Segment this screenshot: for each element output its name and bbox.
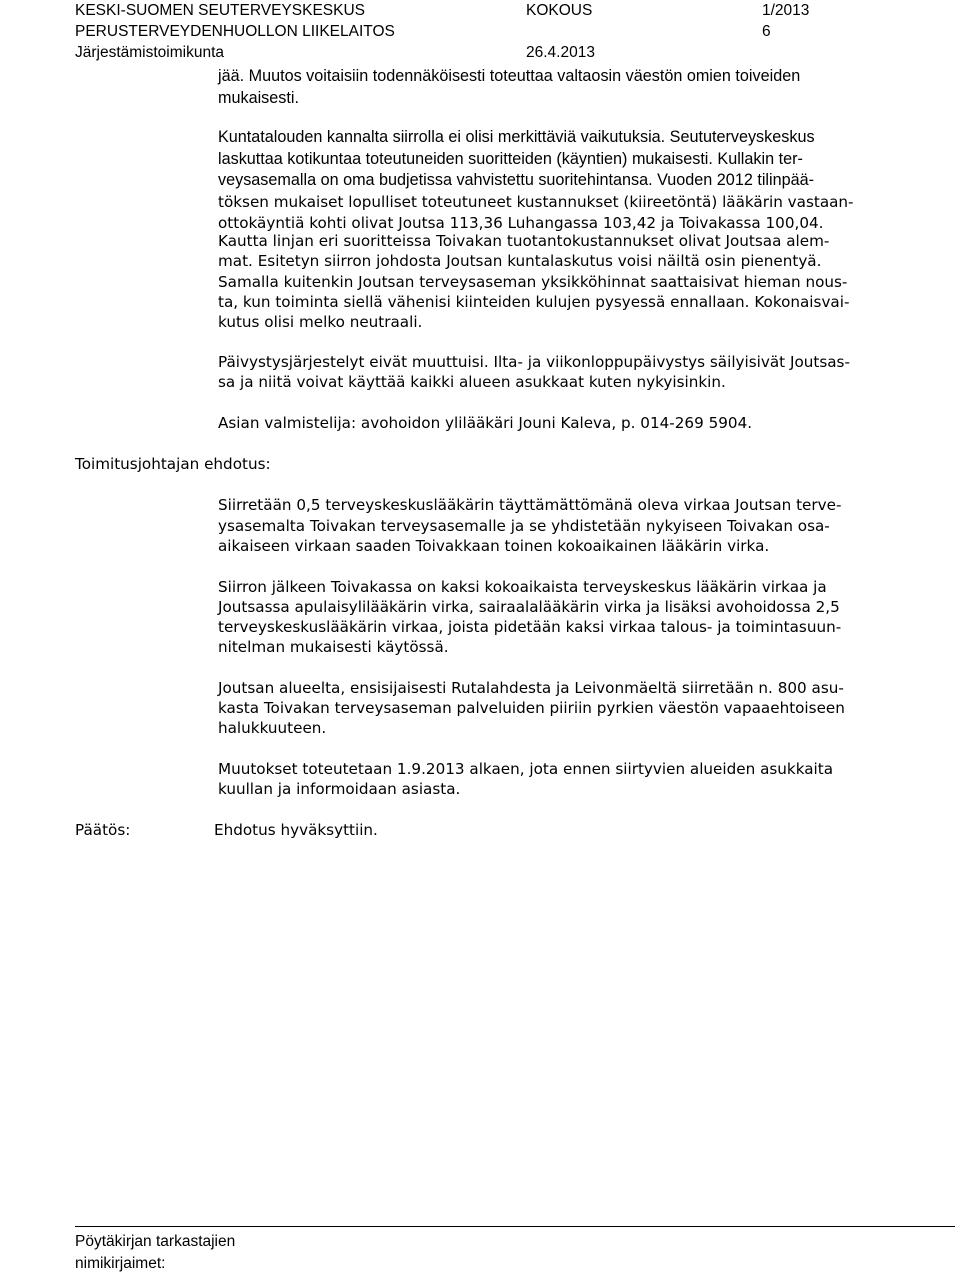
proposal-line: Joutsan alueelta, ensisijaisesti Rutalahdesta ja Leivonmäeltä siirretään n. 800 asu- [218,679,844,697]
footer-initials-label: nimikirjaimet: [75,1255,166,1272]
emergency-line: Päivystysjärjestelyt eivät muuttuisi. Ilta- ja viikonloppupäivystys säilyisivät Joutsas- [218,353,850,371]
economy-line: mat. Esitetyn siirron johdosta Joutsan kuntalaskutus voisi näiltä osin pienentyä. [218,252,822,270]
proposal-line: nitelman mukaisesti käytössä. [218,638,449,656]
page-number: 6 [762,23,771,40]
economy-line: veysasemalla on oma budjetissa vahvistettu suoritehintansa. Vuoden 2012 tilinpää- [218,171,815,189]
department-name: PERUSTERVEYDENHUOLLON LIIKELAITOS [75,23,395,40]
decision-label: Päätös: [75,821,131,839]
proposal-line: terveyskeskuslääkärin virkaa, joista pidetään kaksi virkaa talous- ja toimintasuun- [218,618,842,636]
proposal-line: aikaiseen virkaan saaden Toivakkaan toinen kokoaikainen lääkärin virka. [218,537,770,555]
economy-line: Kautta linjan eri suoritteissa Toivakan tuotantokustannukset olivat Joutsaa alem- [218,232,830,250]
proposal-line: Siirretään 0,5 terveyskeskuslääkärin täyttämättömänä oleva virkaa Joutsan terve- [218,496,842,514]
emergency-line: sa ja niitä voivat käyttää kaikki alueen asukkaat kuten nykyisinkin. [218,373,726,391]
proposal-line: kasta Toivakan terveysaseman palveluiden piiriin pyrkien väestön vapaaehtoiseen [218,699,845,717]
proposal-line: Muutokset toteutetaan 1.9.2013 alkaen, jota ennen siirtyvien alueiden asukkaita [218,760,834,778]
proposal-line: Joutsassa apulaisylilääkärin virka, sairaalalääkärin virka ja lisäksi avohoidossa 2,5 [218,598,840,616]
intro-line: jää. Muutos voitaisiin todennäköisesti toteuttaa valtaosin väestön omien toiveiden [218,67,801,85]
economy-line: ottokäyntiä kohti olivat Joutsa 113,36 Luhangassa 103,42 ja Toivakassa 100,04. [218,214,824,232]
committee-name: Järjestämistoimikunta [75,44,225,61]
economy-line: kutus olisi melko neutraali. [218,313,423,331]
meeting-label: KOKOUS [526,2,593,19]
proposal-line: ysasemalta Toivakan terveysasemalle ja se yhdistetään nykyiseen Toivakan osa- [218,517,830,535]
economy-line: laskuttaa kotikuntaa toteutuneiden suoritteiden (käyntien) mukaisesti. Kullakin ter- [218,150,803,168]
footer-divider [75,1226,955,1227]
organization-name: KESKI-SUOMEN SEUTERVEYSKESKUS [75,2,365,19]
economy-line: Kuntatalouden kannalta siirrolla ei olisi merkittäviä vaikutuksia. Seututerveyskeskus [218,128,815,146]
decision-text: Ehdotus hyväksyttiin. [214,821,378,839]
proposal-line: Siirron jälkeen Toivakassa on kaksi kokoaikaista terveyskeskus lääkärin virkaa ja [218,578,827,596]
preparer-line: Asian valmistelija: avohoidon ylilääkäri Jouni Kaleva, p. 014-269 5904. [218,414,753,432]
economy-line: Samalla kuitenkin Joutsan terveysaseman yksikköhinnat saattaisivat hieman nous- [218,273,848,291]
footer-signature-label: Pöytäkirjan tarkastajien [75,1233,236,1250]
economy-line: ta, kun toiminta siellä vähenisi kiinteiden kulujen pysyessä ennallaan. Kokonaisvai- [218,293,850,311]
meeting-number: 1/2013 [762,2,810,19]
economy-line: töksen mukaiset lopulliset toteutuneet kustannukset (kiireetöntä) lääkärin vastaan- [218,193,854,211]
proposal-line: halukkuuteen. [218,719,327,737]
proposal-line: kuullan ja informoidaan asiasta. [218,780,461,798]
proposal-label: Toimitusjohtajan ehdotus: [75,455,271,473]
meeting-date: 26.4.2013 [526,44,595,61]
intro-line: mukaisesti. [218,89,299,107]
